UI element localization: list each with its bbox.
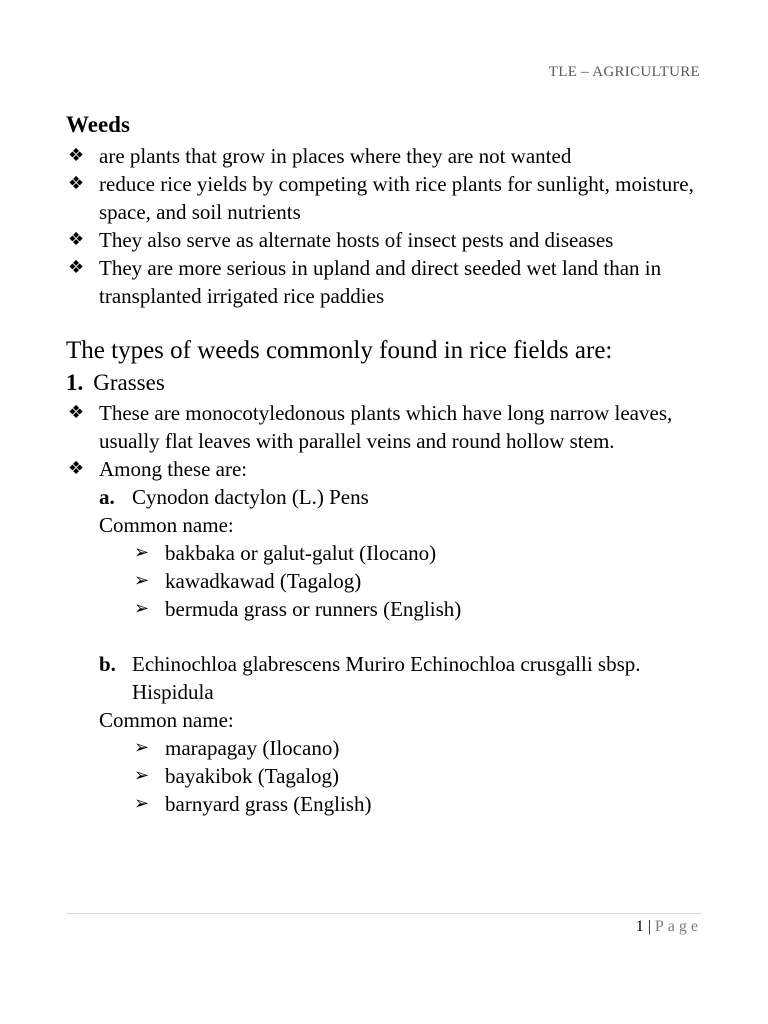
arrow-bullet-icon: ➢ bbox=[134, 598, 150, 619]
arrow-bullet-icon: ➢ bbox=[134, 542, 150, 563]
list-item: ❖ are plants that grow in places where they are not wanted bbox=[68, 144, 572, 168]
spacer bbox=[99, 623, 716, 650]
diamond-bullet-icon: ❖ bbox=[68, 257, 85, 278]
document-body bbox=[66, 108, 716, 818]
species-list bbox=[99, 483, 716, 818]
section-title: Weeds bbox=[66, 112, 130, 137]
list-item: ➢ bayakibok (Tagalog) bbox=[134, 764, 340, 788]
footer-separator: | bbox=[647, 918, 651, 935]
diamond-bullet-icon: ❖ bbox=[68, 173, 85, 194]
list-item: ➢ barnyard grass (English) bbox=[134, 792, 372, 816]
page-header: TLE – AGRICULTURE bbox=[548, 64, 700, 80]
types-intro: The types of weeds commonly found in rice fields are: bbox=[66, 337, 613, 364]
list-item: ❖ They are more serious in upland and direct seeded wet land than in transplanted irrigated rice paddies bbox=[68, 256, 662, 308]
list-item: ➢ kawadkawad (Tagalog) bbox=[134, 569, 362, 593]
species-item bbox=[99, 650, 716, 706]
page-number: 1 bbox=[635, 918, 644, 935]
type-number: 1. bbox=[66, 370, 84, 395]
list-item: ❖ Among these are: bbox=[68, 457, 248, 481]
species-letter: b. bbox=[99, 652, 116, 676]
diamond-bullet-icon: ❖ bbox=[68, 145, 85, 166]
footer-divider bbox=[66, 913, 702, 914]
page-footer bbox=[636, 918, 702, 936]
weeds-bullet-list bbox=[66, 142, 716, 310]
species-name: Echinochloa glabrescens Muriro Echinochloa crusgalli sbsp. Hispidula bbox=[132, 652, 641, 704]
arrow-bullet-icon: ➢ bbox=[134, 570, 150, 591]
species-item bbox=[99, 483, 716, 511]
list-item: ❖ reduce rice yields by competing with rice plants for sunlight, moisture, space, and soil nutrients bbox=[68, 172, 694, 224]
arrow-bullet-icon: ➢ bbox=[134, 737, 150, 758]
diamond-bullet-icon: ❖ bbox=[68, 402, 85, 423]
diamond-bullet-icon: ❖ bbox=[68, 458, 85, 479]
arrow-bullet-icon: ➢ bbox=[134, 793, 150, 814]
list-item: ❖ They also serve as alternate hosts of insect pests and diseases bbox=[68, 228, 614, 252]
common-name-label: Common name: bbox=[99, 513, 234, 537]
list-item: ➢ bermuda grass or runners (English) bbox=[134, 597, 462, 621]
common-name-label: Common name: bbox=[99, 708, 234, 732]
list-item: ❖ These are monocotyledonous plants which have long narrow leaves, usually flat leaves with parallel veins and round hollow stem. bbox=[68, 401, 673, 453]
list-item: ➢ bakbaka or galut-galut (Ilocano) bbox=[134, 541, 437, 565]
type-title: Grasses bbox=[93, 370, 165, 395]
grasses-bullet-list bbox=[66, 399, 716, 483]
diamond-bullet-icon: ❖ bbox=[68, 229, 85, 250]
species-name: Cynodon dactylon (L.) Pens bbox=[132, 485, 369, 509]
type-heading bbox=[66, 366, 716, 399]
list-item: ➢ marapagay (Ilocano) bbox=[134, 736, 340, 760]
common-names-list bbox=[99, 539, 716, 623]
common-names-list bbox=[99, 734, 716, 818]
arrow-bullet-icon: ➢ bbox=[134, 765, 150, 786]
species-letter: a. bbox=[99, 485, 115, 509]
page-label: Page bbox=[654, 918, 702, 935]
